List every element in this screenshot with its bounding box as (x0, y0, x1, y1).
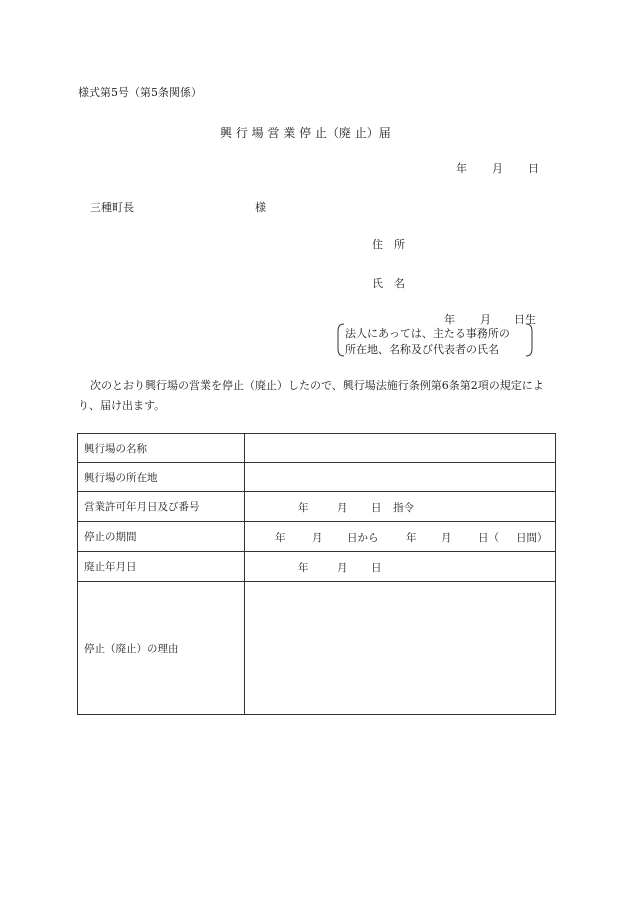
to-day-label: 日（ (478, 532, 499, 544)
row-label-facility-name: 興行場の名称 (78, 434, 245, 463)
facility-name-field[interactable] (245, 434, 556, 463)
permit-year-label: 年 (298, 502, 309, 514)
to-month-label: 月 (441, 532, 452, 544)
table-row (78, 582, 556, 715)
birth-year-label: 年 (444, 313, 455, 326)
corporate-note-line2: 所在地、名称及び代表者の氏名 (345, 343, 499, 356)
date-year-label: 年 (456, 162, 467, 175)
table-row (78, 492, 556, 522)
permit-field[interactable] (245, 492, 556, 522)
corporate-note (337, 323, 533, 357)
birth-day-label: 日生 (514, 313, 536, 326)
permit-day-label: 日 (371, 502, 382, 514)
row-label-facility-address: 興行場の所在地 (78, 463, 245, 492)
notification-table (77, 433, 556, 715)
permit-order-label: 指令 (393, 502, 414, 514)
document-title: 興 行 場 営 業 停 止（廃 止）届 (220, 126, 391, 140)
date-day-label: 日 (528, 162, 539, 175)
statement: 次のとおり興行場の営業を停止（廃止）したので、興行場法施行条例第6条第2項の規定により、届け出ます。 (78, 379, 544, 412)
abolition-year-label: 年 (298, 562, 309, 574)
to-year-label: 年 (406, 532, 417, 544)
from-year-label: 年 (275, 532, 286, 544)
abolition-date-field[interactable] (245, 552, 556, 582)
table-row (78, 463, 556, 492)
table-row (78, 522, 556, 552)
from-month-label: 月 (312, 532, 323, 544)
from-day-label: 日から (347, 532, 379, 544)
row-label-abolition-date: 廃止年月日 (78, 552, 245, 582)
date-month-label: 月 (492, 162, 503, 175)
table-row (78, 434, 556, 463)
days-count-label: 日間） (516, 532, 548, 544)
table-row (78, 552, 556, 582)
form-number: 様式第5号（第5条関係） (78, 86, 202, 99)
row-label-reason: 停止（廃止）の理由 (78, 582, 245, 715)
addressee-honorific: 様 (255, 201, 266, 214)
permit-month-label: 月 (337, 502, 348, 514)
facility-address-field[interactable] (245, 463, 556, 492)
abolition-day-label: 日 (371, 562, 382, 574)
addressee-name: 三種町長 (90, 201, 134, 214)
corporate-note-line1: 法人にあっては、主たる事務所の (345, 327, 510, 340)
birth-month-label: 月 (480, 313, 491, 326)
row-label-suspension-period: 停止の期間 (78, 522, 245, 552)
row-label-permit: 営業許可年月日及び番号 (78, 492, 245, 522)
reason-field[interactable] (245, 582, 556, 715)
abolition-month-label: 月 (337, 562, 348, 574)
suspension-period-field[interactable] (245, 522, 556, 552)
address-label: 住 所 (372, 238, 405, 251)
name-label: 氏 名 (372, 277, 405, 290)
